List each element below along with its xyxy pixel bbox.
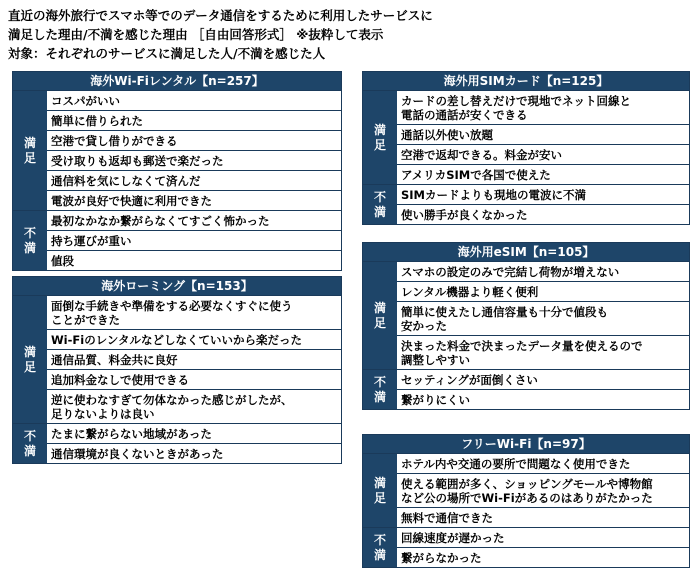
- dissatisfied-group-label: 不 満: [13, 211, 47, 270]
- reason-item: カードの差し替えだけで現地でネット回線と 電話の通話が安くできる: [397, 91, 689, 125]
- header-line-1: 直近の海外旅行でスマホ等でのデータ通信をするために利用したサービスに: [8, 8, 433, 23]
- reason-item: 繋がらなかった: [401, 551, 482, 565]
- reason-item: 通信環境が良くないときがあった: [51, 447, 224, 461]
- dissatisfied-group: [13, 423, 341, 463]
- reason-item: セッティングが面倒くさい: [397, 370, 689, 390]
- reason-item: 無料で通信できた: [401, 511, 493, 525]
- reason-item: 電波が良好で快適に利用できた: [51, 194, 212, 208]
- reason-item: 通信料を気にしなくて済んだ: [47, 171, 341, 191]
- dissatisfied-group: [363, 184, 689, 224]
- reason-item: 面倒な手続きや準備をする必要なくすぐに使う ことができた: [47, 296, 341, 330]
- reason-item: Wi-Fiのレンタルなどしなくていいから楽だった: [47, 330, 341, 350]
- satisfied-group-label: 満 足: [363, 91, 397, 184]
- satisfied-group: [13, 295, 341, 423]
- dissatisfied-group-label: 不 満: [363, 370, 397, 409]
- reason-item: 値段: [51, 254, 74, 268]
- satisfied-group-label: 満 足: [13, 296, 47, 423]
- reason-item: 逆に使わなすぎて勿体なかった感じがしたが、 足りないよりは良い: [51, 393, 293, 421]
- header-line-3: 対象：それぞれのサービスに満足した人/不満を感じた人: [8, 46, 326, 61]
- box-wifi-rental: [12, 71, 342, 271]
- box-sim-card: [362, 71, 690, 225]
- dissatisfied-group: [13, 210, 341, 270]
- box-title: 海外用SIMカード【n=125】: [363, 72, 689, 90]
- reason-item: 決まった料金で決まったデータ量を使えるので 調整しやすい: [401, 339, 643, 367]
- reason-item: たまに繋がらない地域があった: [47, 424, 341, 444]
- dissatisfied-group: [363, 369, 689, 409]
- reason-item: スマホの設定のみで完結し荷物が増えない: [397, 262, 689, 282]
- reason-item: 回線速度が遅かった: [397, 528, 689, 548]
- satisfied-group: [363, 90, 689, 184]
- satisfied-group-label: 満 足: [363, 454, 397, 527]
- reason-item: 空港で貸し借りができる: [47, 131, 341, 151]
- reason-item: 使える範囲が多く、ショッピングモールや博物館 など公の場所でWi-Fiがあるのはありがたかった: [397, 474, 689, 508]
- reason-item: 繋がりにくい: [401, 393, 470, 407]
- satisfied-group-label: 満 足: [363, 262, 397, 369]
- reason-item: 空港で返却できる。料金が安い: [397, 145, 689, 165]
- satisfied-group: [363, 453, 689, 527]
- box-roaming: [12, 276, 342, 464]
- reason-item: 受け取りも返却も郵送で楽だった: [47, 151, 341, 171]
- reason-item: SIMカードよりも現地の電波に不満: [397, 185, 689, 205]
- reason-item: 通信品質、料金共に良好: [47, 350, 341, 370]
- reason-item: 最初なかなか繋がらなくてすごく怖かった: [47, 211, 341, 231]
- reason-item: コスパがいい: [47, 91, 341, 111]
- dissatisfied-group: [363, 527, 689, 567]
- reason-item: レンタル機器より軽く便利: [397, 282, 689, 302]
- reason-item: 簡単に借りられた: [47, 111, 341, 131]
- dissatisfied-group-label: 不 満: [363, 528, 397, 567]
- reason-item: ホテル内や交通の要所で問題なく使用できた: [397, 454, 689, 474]
- box-title: 海外Wi-Fiレンタル【n=257】: [13, 72, 341, 90]
- reason-item: アメリカSIMで各国で使えた: [401, 168, 551, 182]
- dissatisfied-group-label: 不 満: [363, 185, 397, 224]
- satisfied-group: [363, 261, 689, 369]
- satisfied-group-label: 満 足: [13, 91, 47, 210]
- box-title: 海外ローミング【n=153】: [13, 277, 341, 295]
- box-title: フリーWi-Fi【n=97】: [363, 435, 689, 453]
- reason-item: 簡単に使えたし通信容量も十分で値段も 安かった: [397, 302, 689, 336]
- box-free-wifi: [362, 434, 690, 568]
- reason-item: 通話以外使い放題: [397, 125, 689, 145]
- reason-item: 持ち運びが重い: [47, 231, 341, 251]
- box-title: 海外用eSIM【n=105】: [363, 243, 689, 261]
- dissatisfied-group-label: 不 満: [13, 424, 47, 463]
- page-header: [8, 6, 688, 63]
- header-line-2: 満足した理由/不満を感じた理由 ［自由回答形式］ ※抜粋して表示: [8, 27, 384, 42]
- box-esim: [362, 242, 690, 410]
- reason-item: 使い勝手が良くなかった: [401, 208, 528, 222]
- satisfied-group: [13, 90, 341, 210]
- reason-item: 追加料金なしで使用できる: [47, 370, 341, 390]
